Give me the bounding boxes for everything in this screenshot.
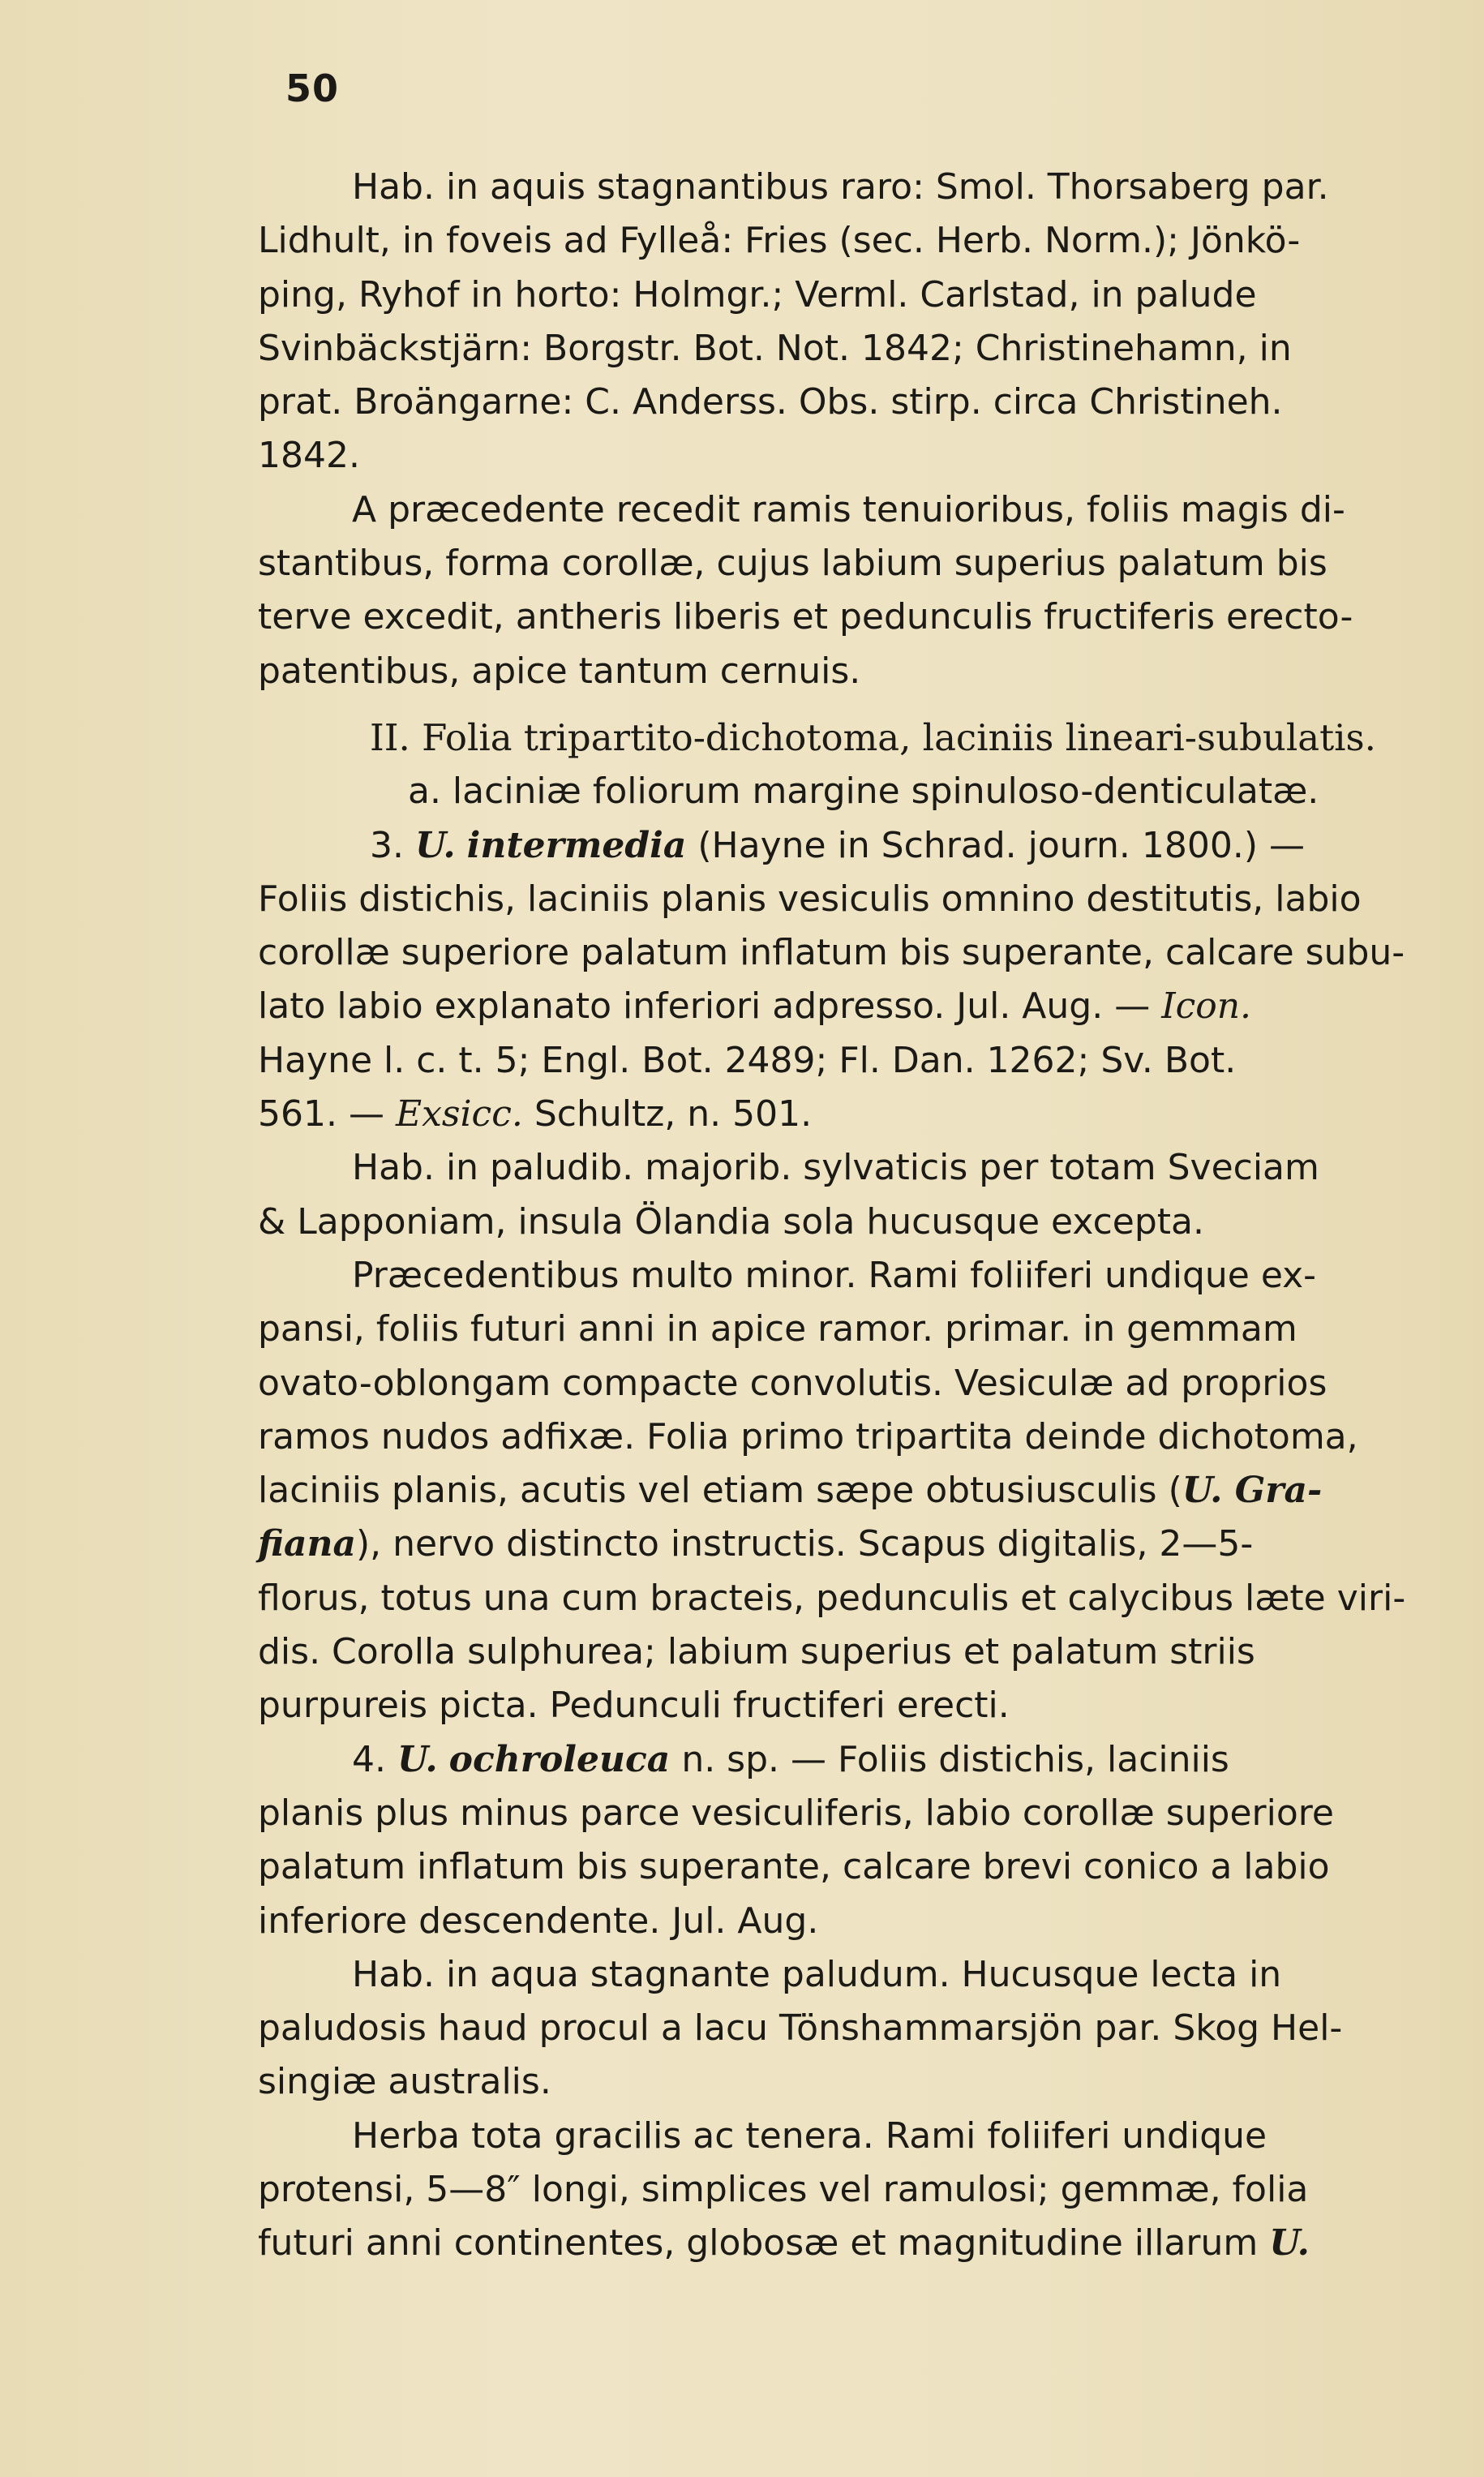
icon-label: Icon. [1161, 985, 1252, 1028]
description-paragraph-3 [258, 1249, 1474, 1733]
text-line: ping, Ryhof in horto: Holmgr.; Verml. Carlstad, in palude [258, 273, 1257, 316]
text-line: Hayne l. c. t. 5; Engl. Bot. 2489; Fl. Dan. 1262; Sv. Bot. [258, 1039, 1237, 1081]
page-body [258, 161, 1474, 2271]
species-reference: U. Gra- [1182, 1470, 1323, 1512]
text-line: terve excedit, antheris liberis et pedunculis fructiferis erecto- [258, 596, 1353, 638]
species-heading-line [258, 819, 1474, 873]
species-genus: U. [397, 1738, 438, 1780]
text-line: ovato-oblongam compacte convolutis. Vesiculæ ad proprios [258, 1362, 1327, 1404]
species-entry-3 [258, 819, 1474, 1142]
page-number: 50 [285, 67, 340, 110]
text-line: corollæ superiore palatum inflatum bis superante, calcare subu- [258, 932, 1405, 974]
text-segment: ), nervo distincto instructis. Scapus digitalis, 2—5- [356, 1523, 1254, 1565]
text-line: Herba tota gracilis ac tenera. Rami foliiferi undique [352, 2114, 1267, 2157]
species-epithet: ochroleuca [448, 1738, 671, 1780]
text-line: Hab. in paludib. majorib. sylvaticis per totam Sveciam [352, 1147, 1319, 1189]
text-line: inferiore descendente. Jul. Aug. [258, 1900, 819, 1942]
description-paragraph-4 [258, 2110, 1474, 2271]
text-line: singiæ australis. [258, 2061, 551, 2103]
text-segment: Schultz, n. 501. [534, 1093, 813, 1135]
text-line [258, 980, 1474, 1033]
habitat-paragraph-3 [258, 1141, 1474, 1249]
text-line: purpureis picta. Pedunculi fructiferi erecti. [258, 1685, 1010, 1727]
text-line [258, 1088, 1474, 1141]
text-line: stantibus, forma corollæ, cujus labium superius palatum bis [258, 543, 1327, 585]
text-line: Præcedentibus multo minor. Rami foliiferi undique ex- [352, 1254, 1317, 1296]
species-citation: (Hayne in Schrad. journ. 1800.) — [697, 824, 1305, 866]
exsicc-label: Exsicc. [395, 1093, 523, 1135]
text-line: pansi, foliis futuri anni in apice ramor. primar. in gemmam [258, 1308, 1297, 1350]
text-line [258, 2217, 1474, 2270]
text-segment: futuri anni continentes, globosæ et magnitudine illarum [258, 2222, 1259, 2265]
text-line: A præcedente recedit ramis tenuioribus, foliis magis di- [352, 488, 1345, 530]
text-line [258, 1518, 1474, 1571]
text-segment: lato labio explanato inferiori adpresso. Jul. Aug. — [258, 985, 1151, 1028]
species-entry-4 [258, 1733, 1474, 1948]
text-line: 1842. [258, 435, 360, 477]
text-line: planis plus minus parce vesiculiferis, labio corollæ superiore [258, 1792, 1334, 1834]
section-heading-II [258, 711, 1474, 765]
subsection-heading-a [258, 765, 1474, 818]
text-line: prat. Broängarne: C. Anderss. Obs. stirp. circa Christineh. [258, 381, 1283, 423]
text-segment: 561. — [258, 1093, 384, 1135]
text-line: & Lapponiam, insula Ölandia sola hucusque excepta. [258, 1200, 1204, 1243]
species-heading-line [258, 1733, 1474, 1787]
species-citation: n. sp. — Foliis distichis, laciniis [681, 1738, 1229, 1780]
text-line: Foliis distichis, laciniis planis vesiculis omnino destitutis, labio [258, 878, 1362, 920]
text-line: dis. Corolla sulphurea; labium superius et palatum striis [258, 1631, 1255, 1673]
text-line: II. Folia tripartito-dichotoma, laciniis lineari-subulatis. [370, 715, 1376, 759]
text-line: Hab. in aquis stagnantibus raro: Smol. Thorsaberg par. [352, 166, 1329, 208]
species-reference: fiana [258, 1523, 356, 1565]
text-line: Hab. in aqua stagnante paludum. Hucusque lecta in [352, 1953, 1282, 1995]
text-line: a. laciniæ foliorum margine spinuloso-denticulatæ. [408, 771, 1319, 813]
text-line: palatum inflatum bis superante, calcare brevi conico a labio [258, 1846, 1330, 1888]
species-reference: U. [1269, 2222, 1310, 2265]
text-line: protensi, 5—8″ longi, simplices vel ramulosi; gemmæ, folia [258, 2168, 1309, 2210]
species-number: 3. [370, 824, 404, 866]
text-line: ramos nudos adfixæ. Folia primo tripartita deinde dichotoma, [258, 1415, 1358, 1457]
text-line: paludosis haud procul a lacu Tönshammarsjön par. Skog Hel- [258, 2007, 1343, 2050]
text-line: florus, totus una cum bracteis, pedunculis et calycibus læte viri- [258, 1577, 1406, 1619]
text-line: Lidhult, in foveis ad Fylleå: Fries (sec. Herb. Norm.); Jönkö- [258, 220, 1301, 262]
text-line: Svinbäckstjärn: Borgstr. Bot. Not. 1842; Christinehamn, in [258, 327, 1292, 369]
text-line [258, 1464, 1474, 1518]
text-segment: laciniis planis, acutis vel etiam sæpe obtusiusculis ( [258, 1470, 1182, 1512]
habitat-paragraph-4 [258, 1948, 1474, 2110]
species-genus: U. [414, 824, 456, 866]
habitat-paragraph-1 [258, 161, 1474, 483]
species-number: 4. [352, 1738, 386, 1780]
comparison-paragraph [258, 483, 1474, 698]
text-line: patentibus, apice tantum cernuis. [258, 650, 861, 692]
species-epithet: intermedia [466, 824, 687, 866]
